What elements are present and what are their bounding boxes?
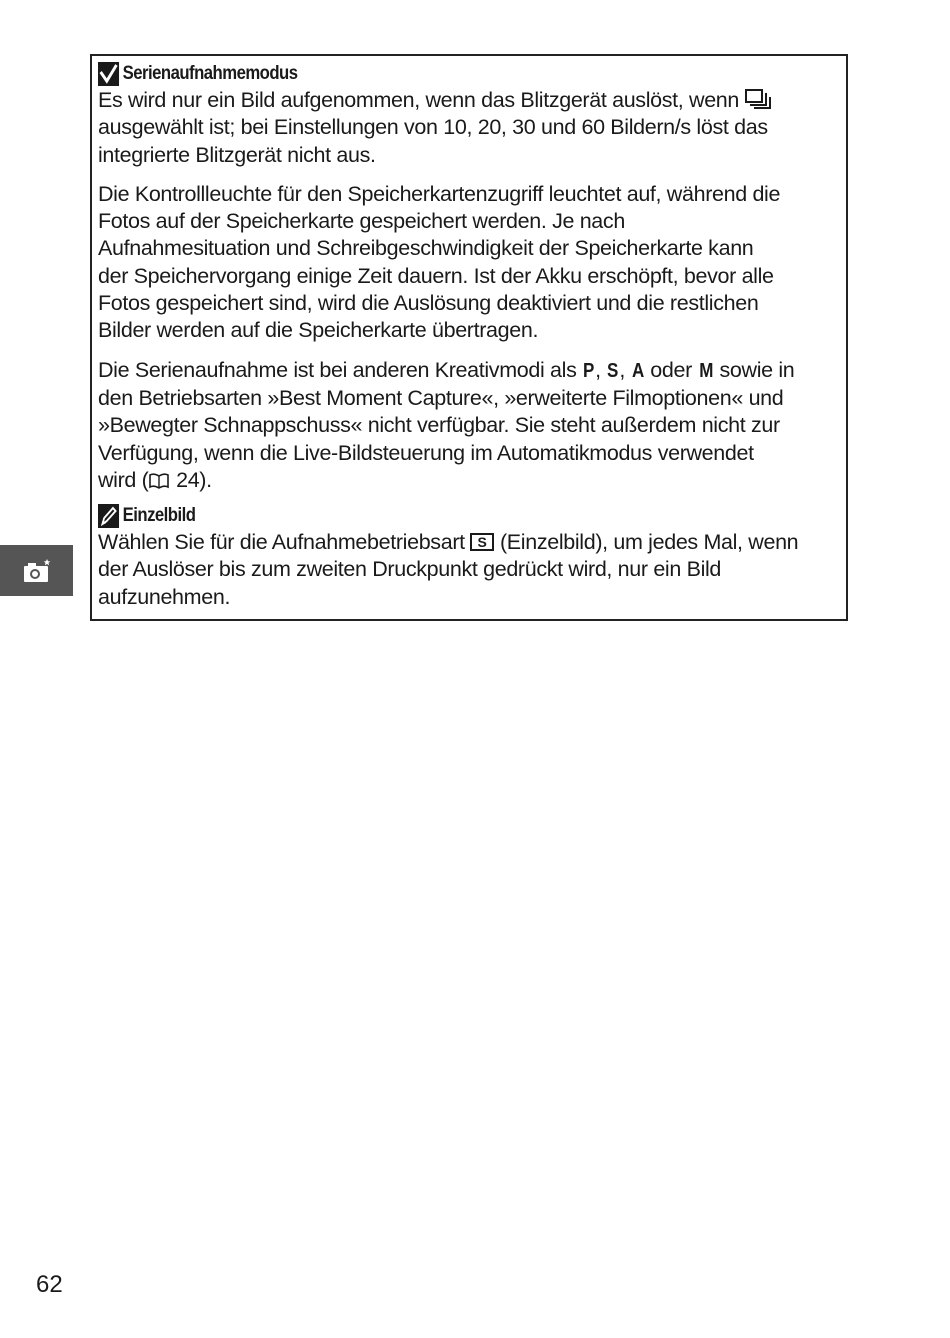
note-heading-einzelbild [98, 503, 749, 529]
chapter-tab [0, 545, 73, 596]
mode-s-label: S [607, 359, 619, 382]
book-reference-icon [148, 473, 170, 489]
notes-box [90, 54, 848, 621]
text-fragment: , [619, 357, 631, 382]
text-line: den Betriebsarten »Best Moment Capture«, »erweiterte Filmoptionen« und [98, 385, 784, 410]
svg-text:S: S [477, 534, 487, 551]
text-line: Die Serienaufnahme ist bei anderen Kreativmodi als [98, 357, 583, 382]
page-number: 62 [36, 1271, 63, 1298]
text-fragment: , [595, 357, 607, 382]
text-line: Fotos gespeichert sind, wird die Auslösung deaktiviert und die restlichen [98, 291, 759, 316]
text-line: integrierte Blitzgerät nicht aus. [98, 142, 376, 167]
text-fragment: 24). [170, 467, 212, 492]
mode-p-label: P [583, 359, 595, 382]
text-fragment: sowie in [713, 357, 795, 382]
text-fragment: oder [644, 357, 698, 382]
paragraph [98, 87, 838, 169]
text-line: »Bewegter Schnappschuss« nicht verfügbar. Sie steht außerdem nicht zur [98, 413, 780, 438]
text-line: Wählen Sie für die Aufnahmebetriebsart [98, 530, 471, 555]
paragraph [98, 357, 838, 494]
text-line: Es wird nur ein Bild aufgenommen, wenn das Blitzgerät auslöst, wenn [98, 88, 745, 112]
note-title: Serienaufnahmemodus [122, 63, 298, 84]
text-fragment: (Einzelbild), um jedes Mal, wenn [494, 530, 799, 555]
checkmark-note-icon [98, 62, 119, 86]
paragraph [98, 181, 838, 345]
continuous-release-icon [745, 89, 771, 109]
note-heading-serienaufnahmemodus [98, 61, 749, 87]
text-line: der Auslöser bis zum zweiten Druckpunkt gedrückt wird, nur ein Bild [98, 557, 722, 582]
pencil-note-icon [98, 504, 119, 528]
text-line: Aufnahmesituation und Schreibgeschwindigkeit der Speicherkarte kann [98, 236, 754, 261]
text-line: Verfügung, wenn die Live-Bildsteuerung im Automatikmodus verwendet [98, 440, 754, 465]
text-line: Bilder werden auf die Speicherkarte übertragen. [98, 318, 539, 343]
text-line: der Speichervorgang einige Zeit dauern. Ist der Akku erschöpft, bevor alle [98, 263, 774, 288]
text-line: Fotos auf der Speicherkarte gespeichert werden. Je nach [98, 209, 625, 234]
text-line: ausgewählt ist; bei Einstellungen von 10, 20, 30 und 60 Bildern/s löst das [98, 115, 768, 140]
paragraph [98, 529, 838, 611]
single-frame-icon [470, 533, 494, 551]
text-line: wird ( [98, 467, 149, 492]
text-line: Die Kontrollleuchte für den Speicherkartenzugriff leuchtet auf, während die [98, 181, 781, 206]
mode-a-label: A [631, 359, 644, 382]
note-title: Einzelbild [122, 505, 196, 527]
mode-m-label: M [698, 359, 713, 382]
camera-icon [22, 558, 52, 584]
text-line: aufzunehmen. [98, 584, 231, 609]
